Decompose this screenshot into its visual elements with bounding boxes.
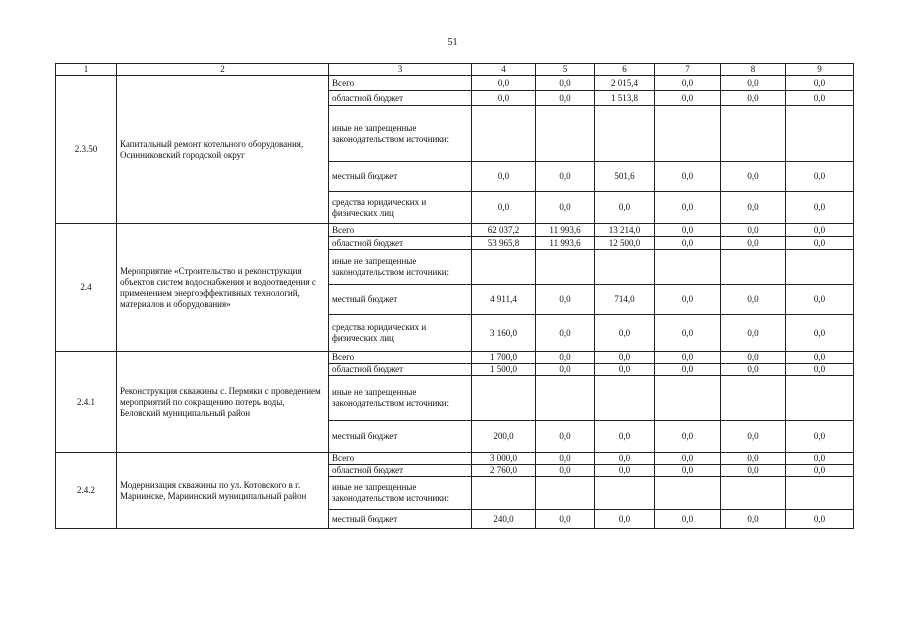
table-row: [56, 453, 854, 465]
amount-cell: 0,0: [655, 162, 721, 192]
header-cell: 3: [329, 64, 472, 76]
amount-cell: 200,0: [472, 421, 536, 453]
item-code: 2.4.2: [56, 453, 117, 529]
item-code: 2.3.50: [56, 76, 117, 224]
funding-source: средства юридических и физических лиц: [329, 315, 472, 352]
header-cell: 4: [472, 64, 536, 76]
funding-source: иные не запрещенные законодательством источники:: [329, 376, 472, 421]
amount-cell: 0,0: [472, 76, 536, 91]
amount-cell: 0,0: [536, 76, 595, 91]
amount-cell: 0,0: [472, 192, 536, 224]
item-name: Капитальный ремонт котельного оборудования, Осинниковский городской округ: [117, 76, 329, 224]
amount-cell: 2 015,4: [595, 76, 655, 91]
table-row: [56, 76, 854, 91]
amount-cell: [536, 477, 595, 510]
amount-cell: 0,0: [786, 162, 854, 192]
amount-cell: 0,0: [721, 352, 786, 364]
header-cell: 7: [655, 64, 721, 76]
amount-cell: 0,0: [595, 510, 655, 529]
amount-cell: 3 160,0: [472, 315, 536, 352]
item-name: Мероприятие «Строительство и реконструкция объектов систем водоснабжения и водоотведения с применением энергоэффективных технологий, материалов и оборудования»: [117, 224, 329, 352]
amount-cell: 0,0: [655, 237, 721, 250]
amount-cell: [655, 376, 721, 421]
amount-cell: 0,0: [721, 364, 786, 376]
amount-cell: 0,0: [595, 453, 655, 465]
item-name: Модернизация скважины по ул. Котовского в г. Мариинске, Мариинский муниципальный район: [117, 453, 329, 529]
amount-cell: 0,0: [655, 421, 721, 453]
amount-cell: [595, 477, 655, 510]
funding-source: иные не запрещенные законодательством источники:: [329, 106, 472, 162]
amount-cell: 0,0: [595, 352, 655, 364]
amount-cell: 0,0: [595, 364, 655, 376]
amount-cell: 0,0: [655, 364, 721, 376]
amount-cell: 0,0: [786, 352, 854, 364]
amount-cell: [786, 106, 854, 162]
amount-cell: 0,0: [721, 91, 786, 106]
funding-source: иные не запрещенные законодательством источники:: [329, 477, 472, 510]
amount-cell: 1 500,0: [472, 364, 536, 376]
funding-source: областной бюджет: [329, 364, 472, 376]
amount-cell: 0,0: [655, 91, 721, 106]
amount-cell: 0,0: [655, 465, 721, 477]
amount-cell: [786, 250, 854, 285]
header-cell: 9: [786, 64, 854, 76]
amount-cell: [595, 250, 655, 285]
amount-cell: [721, 250, 786, 285]
amount-cell: [721, 106, 786, 162]
amount-cell: 0,0: [472, 162, 536, 192]
amount-cell: 1 700,0: [472, 352, 536, 364]
amount-cell: 240,0: [472, 510, 536, 529]
amount-cell: 2 760,0: [472, 465, 536, 477]
amount-cell: 11 993,6: [536, 237, 595, 250]
amount-cell: [472, 477, 536, 510]
amount-cell: 714,0: [595, 285, 655, 315]
amount-cell: 0,0: [655, 453, 721, 465]
amount-cell: 0,0: [786, 315, 854, 352]
amount-cell: 0,0: [536, 192, 595, 224]
amount-cell: 0,0: [786, 453, 854, 465]
header-row: [56, 64, 854, 76]
amount-cell: [786, 376, 854, 421]
amount-cell: [472, 376, 536, 421]
header-cell: 6: [595, 64, 655, 76]
amount-cell: 0,0: [721, 465, 786, 477]
amount-cell: [536, 250, 595, 285]
amount-cell: 0,0: [655, 192, 721, 224]
item-name: Реконструкция скважины с. Пермяки с проведением мероприятий по сокращению потерь воды, Беловский муниципальный район: [117, 352, 329, 453]
amount-cell: 0,0: [721, 453, 786, 465]
amount-cell: 4 911,4: [472, 285, 536, 315]
amount-cell: [721, 477, 786, 510]
amount-cell: [655, 477, 721, 510]
amount-cell: [536, 106, 595, 162]
funding-source: средства юридических и физических лиц: [329, 192, 472, 224]
funding-source: местный бюджет: [329, 162, 472, 192]
amount-cell: 0,0: [595, 192, 655, 224]
amount-cell: 1 513,8: [595, 91, 655, 106]
amount-cell: 0,0: [536, 162, 595, 192]
amount-cell: [655, 250, 721, 285]
amount-cell: 0,0: [786, 224, 854, 237]
amount-cell: [721, 376, 786, 421]
amount-cell: 0,0: [786, 285, 854, 315]
amount-cell: 0,0: [536, 91, 595, 106]
funding-source: Всего: [329, 224, 472, 237]
amount-cell: 0,0: [655, 224, 721, 237]
amount-cell: [472, 250, 536, 285]
amount-cell: 0,0: [786, 76, 854, 91]
amount-cell: 0,0: [655, 352, 721, 364]
funding-source: областной бюджет: [329, 237, 472, 250]
amount-cell: 0,0: [536, 453, 595, 465]
amount-cell: 0,0: [721, 315, 786, 352]
amount-cell: 0,0: [721, 76, 786, 91]
amount-cell: 0,0: [595, 465, 655, 477]
amount-cell: 0,0: [536, 352, 595, 364]
amount-cell: 0,0: [536, 364, 595, 376]
amount-cell: 3 000,0: [472, 453, 536, 465]
header-cell: 5: [536, 64, 595, 76]
amount-cell: [472, 106, 536, 162]
funding-source: областной бюджет: [329, 91, 472, 106]
amount-cell: 0,0: [536, 510, 595, 529]
amount-cell: 501,6: [595, 162, 655, 192]
amount-cell: 0,0: [595, 421, 655, 453]
table-row: [56, 352, 854, 364]
item-code: 2.4: [56, 224, 117, 352]
amount-cell: 0,0: [721, 510, 786, 529]
funding-source: местный бюджет: [329, 510, 472, 529]
amount-cell: 0,0: [786, 465, 854, 477]
amount-cell: 11 993,6: [536, 224, 595, 237]
amount-cell: 0,0: [721, 162, 786, 192]
amount-cell: 0,0: [721, 224, 786, 237]
amount-cell: 0,0: [655, 510, 721, 529]
header-cell: 8: [721, 64, 786, 76]
budget-table: [55, 63, 854, 529]
funding-source: местный бюджет: [329, 285, 472, 315]
amount-cell: [536, 376, 595, 421]
amount-cell: [595, 376, 655, 421]
amount-cell: 0,0: [786, 192, 854, 224]
funding-source: иные не запрещенные законодательством источники:: [329, 250, 472, 285]
funding-source: Всего: [329, 453, 472, 465]
amount-cell: 0,0: [786, 421, 854, 453]
amount-cell: 0,0: [721, 192, 786, 224]
amount-cell: [655, 106, 721, 162]
amount-cell: 0,0: [536, 421, 595, 453]
amount-cell: 0,0: [536, 465, 595, 477]
amount-cell: 0,0: [721, 237, 786, 250]
amount-cell: 62 037,2: [472, 224, 536, 237]
amount-cell: 0,0: [786, 91, 854, 106]
amount-cell: 0,0: [655, 285, 721, 315]
amount-cell: 0,0: [655, 315, 721, 352]
amount-cell: 53 965,8: [472, 237, 536, 250]
amount-cell: 0,0: [655, 76, 721, 91]
item-code: 2.4.1: [56, 352, 117, 453]
amount-cell: [786, 477, 854, 510]
amount-cell: 0,0: [786, 510, 854, 529]
page-number: 51: [447, 37, 458, 48]
amount-cell: 0,0: [595, 315, 655, 352]
amount-cell: 0,0: [721, 285, 786, 315]
amount-cell: 0,0: [536, 315, 595, 352]
funding-source: Всего: [329, 352, 472, 364]
funding-source: областной бюджет: [329, 465, 472, 477]
funding-source: местный бюджет: [329, 421, 472, 453]
funding-source: Всего: [329, 76, 472, 91]
amount-cell: 0,0: [786, 237, 854, 250]
amount-cell: 13 214,0: [595, 224, 655, 237]
amount-cell: 0,0: [786, 364, 854, 376]
amount-cell: 0,0: [536, 285, 595, 315]
header-cell: 1: [56, 64, 117, 76]
table-row: [56, 224, 854, 237]
amount-cell: 0,0: [721, 421, 786, 453]
amount-cell: [595, 106, 655, 162]
amount-cell: 0,0: [472, 91, 536, 106]
header-cell: 2: [117, 64, 329, 76]
amount-cell: 12 500,0: [595, 237, 655, 250]
